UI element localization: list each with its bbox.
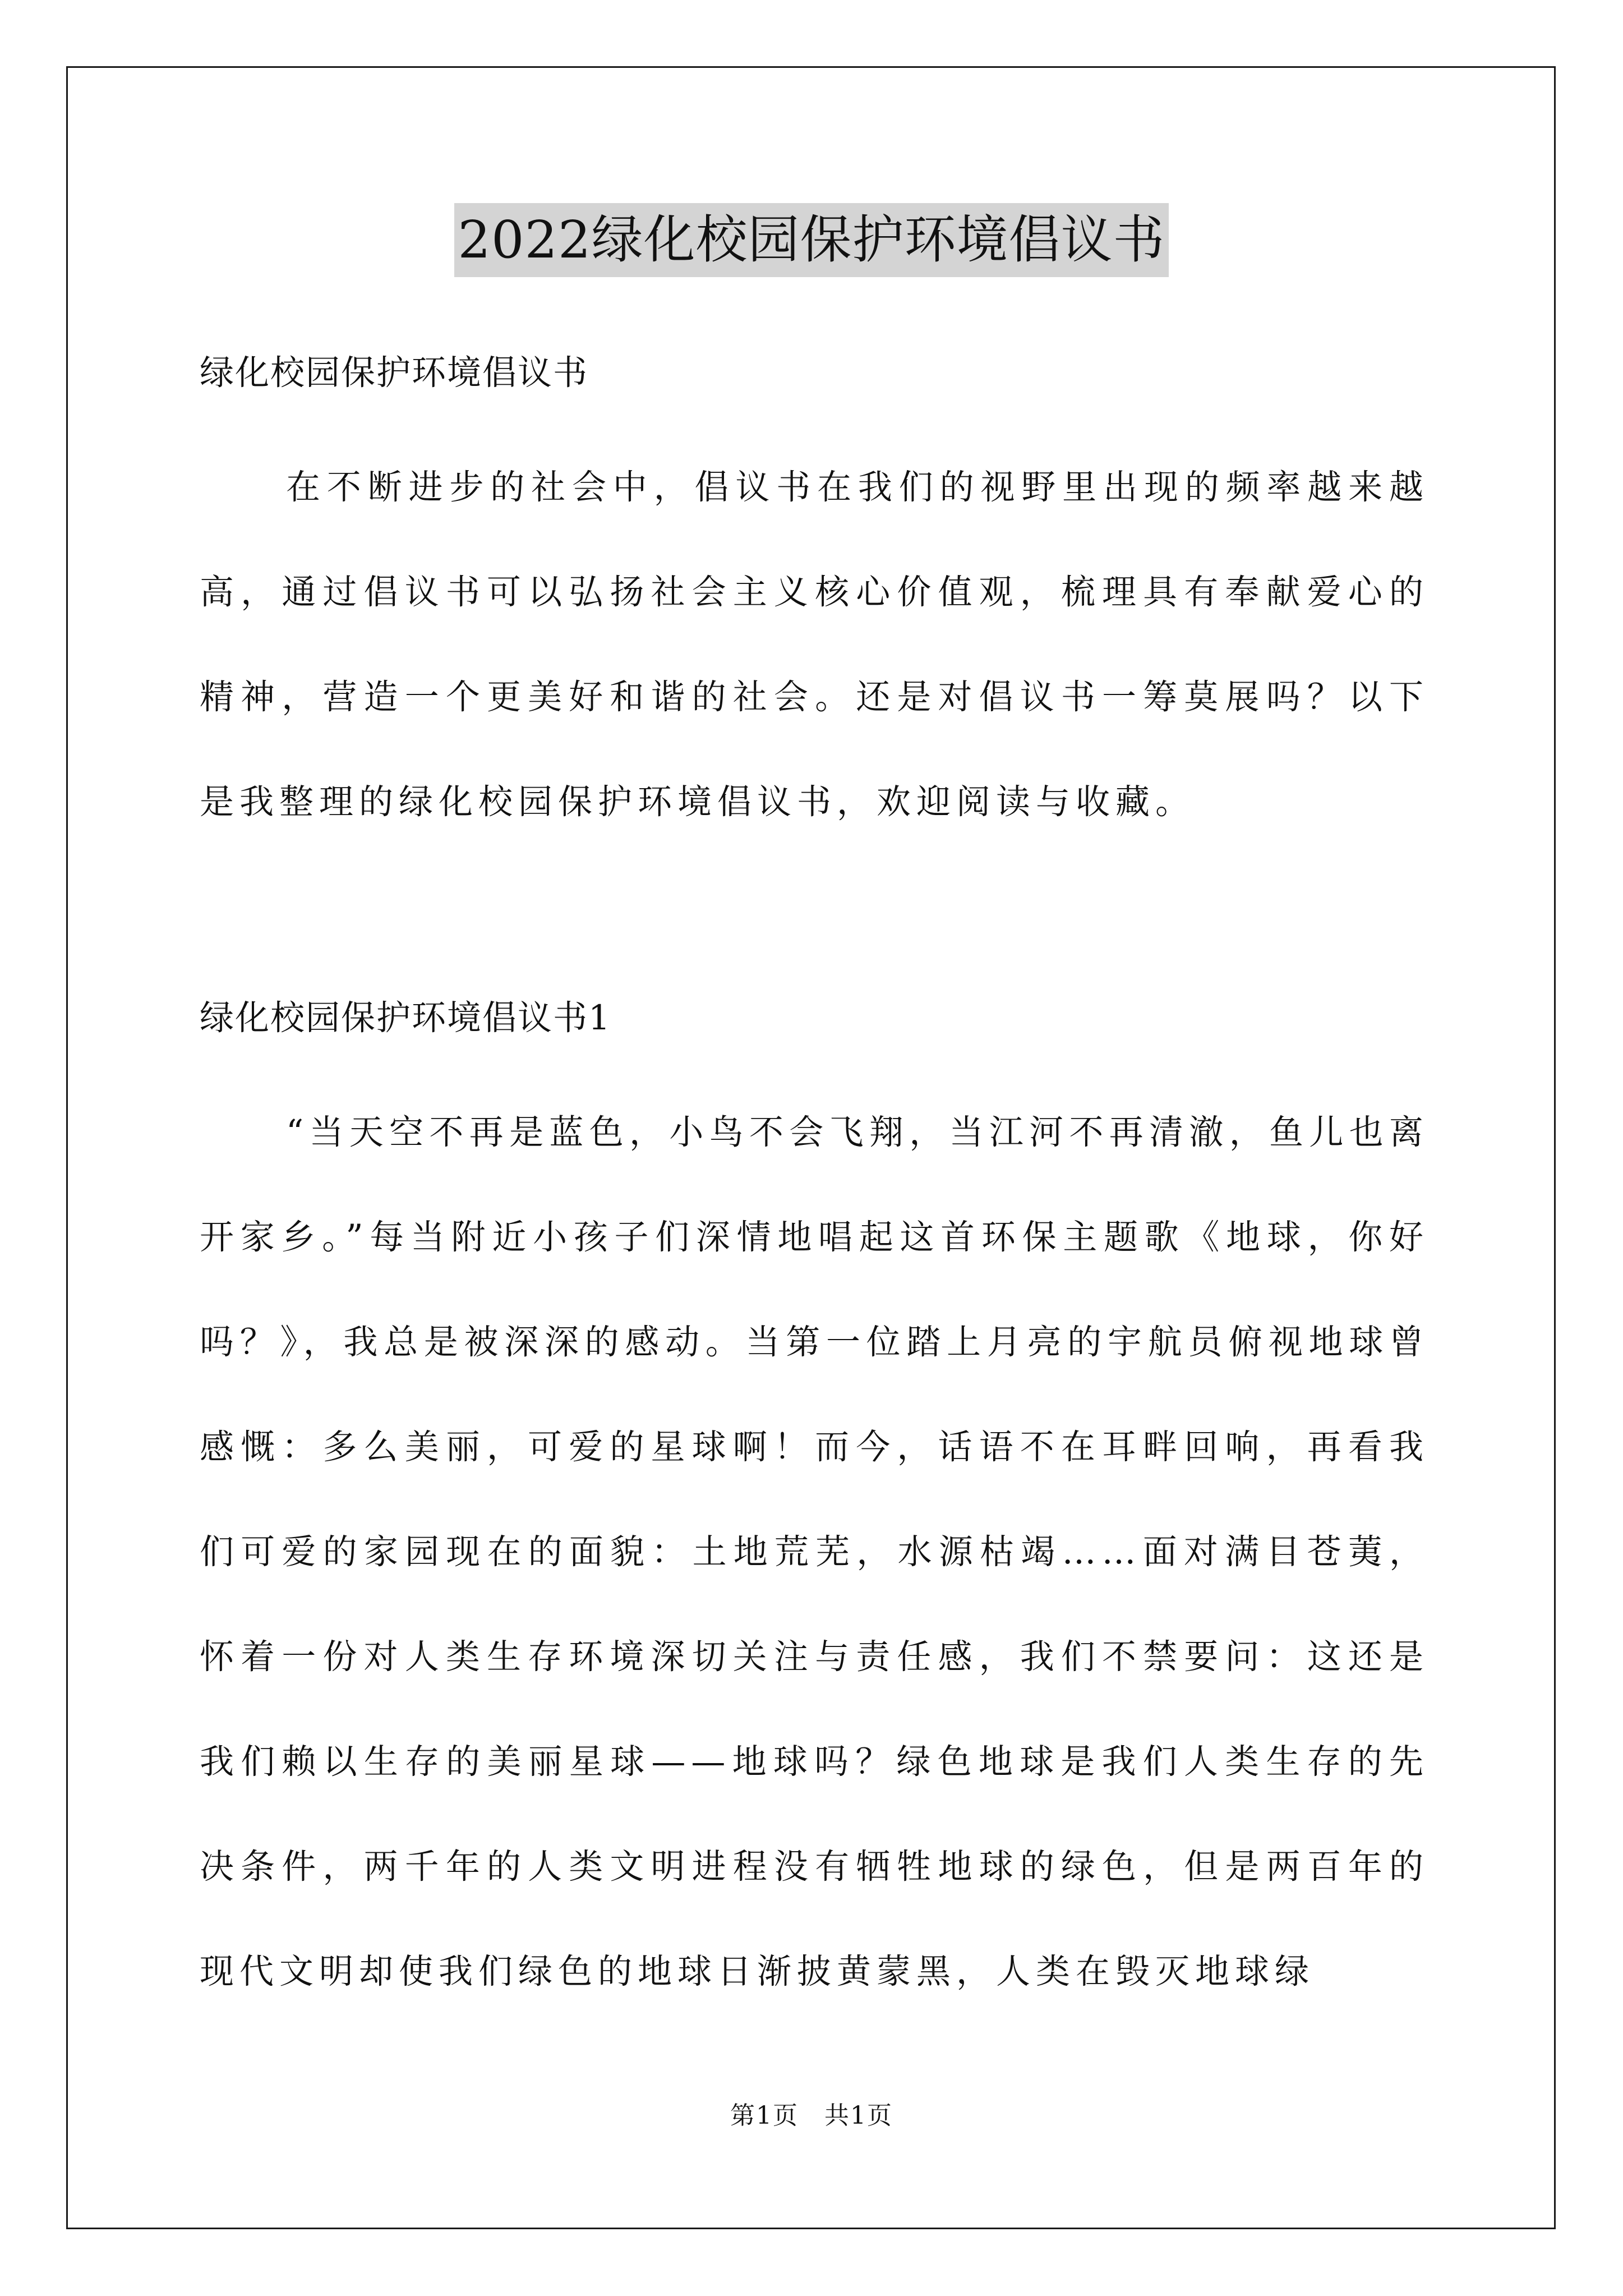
section-heading-block <box>200 996 1429 1041</box>
section-paragraph: “当天空不再是蓝色，小鸟不会飞翔，当江河不再清澈，鱼儿也离开家乡。”每当附近小孩子们深情地唱起这首环保主题歌《地球，你好吗？》，我总是被深深的感动。当第一位踏上月亮的宇航员俯视地球曾感慨：多么美丽，可爱的星球啊！而今，话语不在耳畔回响，再看我们可爱的家园现在的面貌：土地荒芜，水源枯竭……面对满目苍荑，怀着一份对人类生存环境深切关注与责任感，我们不禁要问：这还是我们赖以生存的美丽星球——地球吗？绿色地球是我们人类生存的先决条件，两千年的人类文明进程没有牺牲地球的绿色，但是两百年的现代文明却使我们绿色的地球日渐披黄蒙黑，人类在毁灭地球绿 <box>200 1112 1429 1991</box>
document-subtitle: 绿化校园保护环境倡议书 <box>200 353 589 393</box>
intro-block <box>200 435 1429 854</box>
page-number-label: 第1页 共1页 <box>730 2101 893 2130</box>
section-body-block <box>200 1080 1429 2024</box>
subtitle-block <box>200 351 1429 395</box>
intro-paragraph: 在不断进步的社会中，倡议书在我们的视野里出现的频率越来越高，通过倡议书可以弘扬社会主义核心价值观，梳理具有奉献爱心的精神，营造一个更美好和谐的社会。还是对倡议书一筹莫展吗？以下是我整理的绿化校园保护环境倡议书，欢迎阅读与收藏。 <box>200 467 1429 822</box>
document-title: 2022绿化校园保护环境倡议书 <box>454 203 1168 277</box>
page-footer <box>0 2099 1623 2133</box>
section-heading: 绿化校园保护环境倡议书1 <box>200 998 611 1038</box>
title-container <box>0 203 1623 277</box>
